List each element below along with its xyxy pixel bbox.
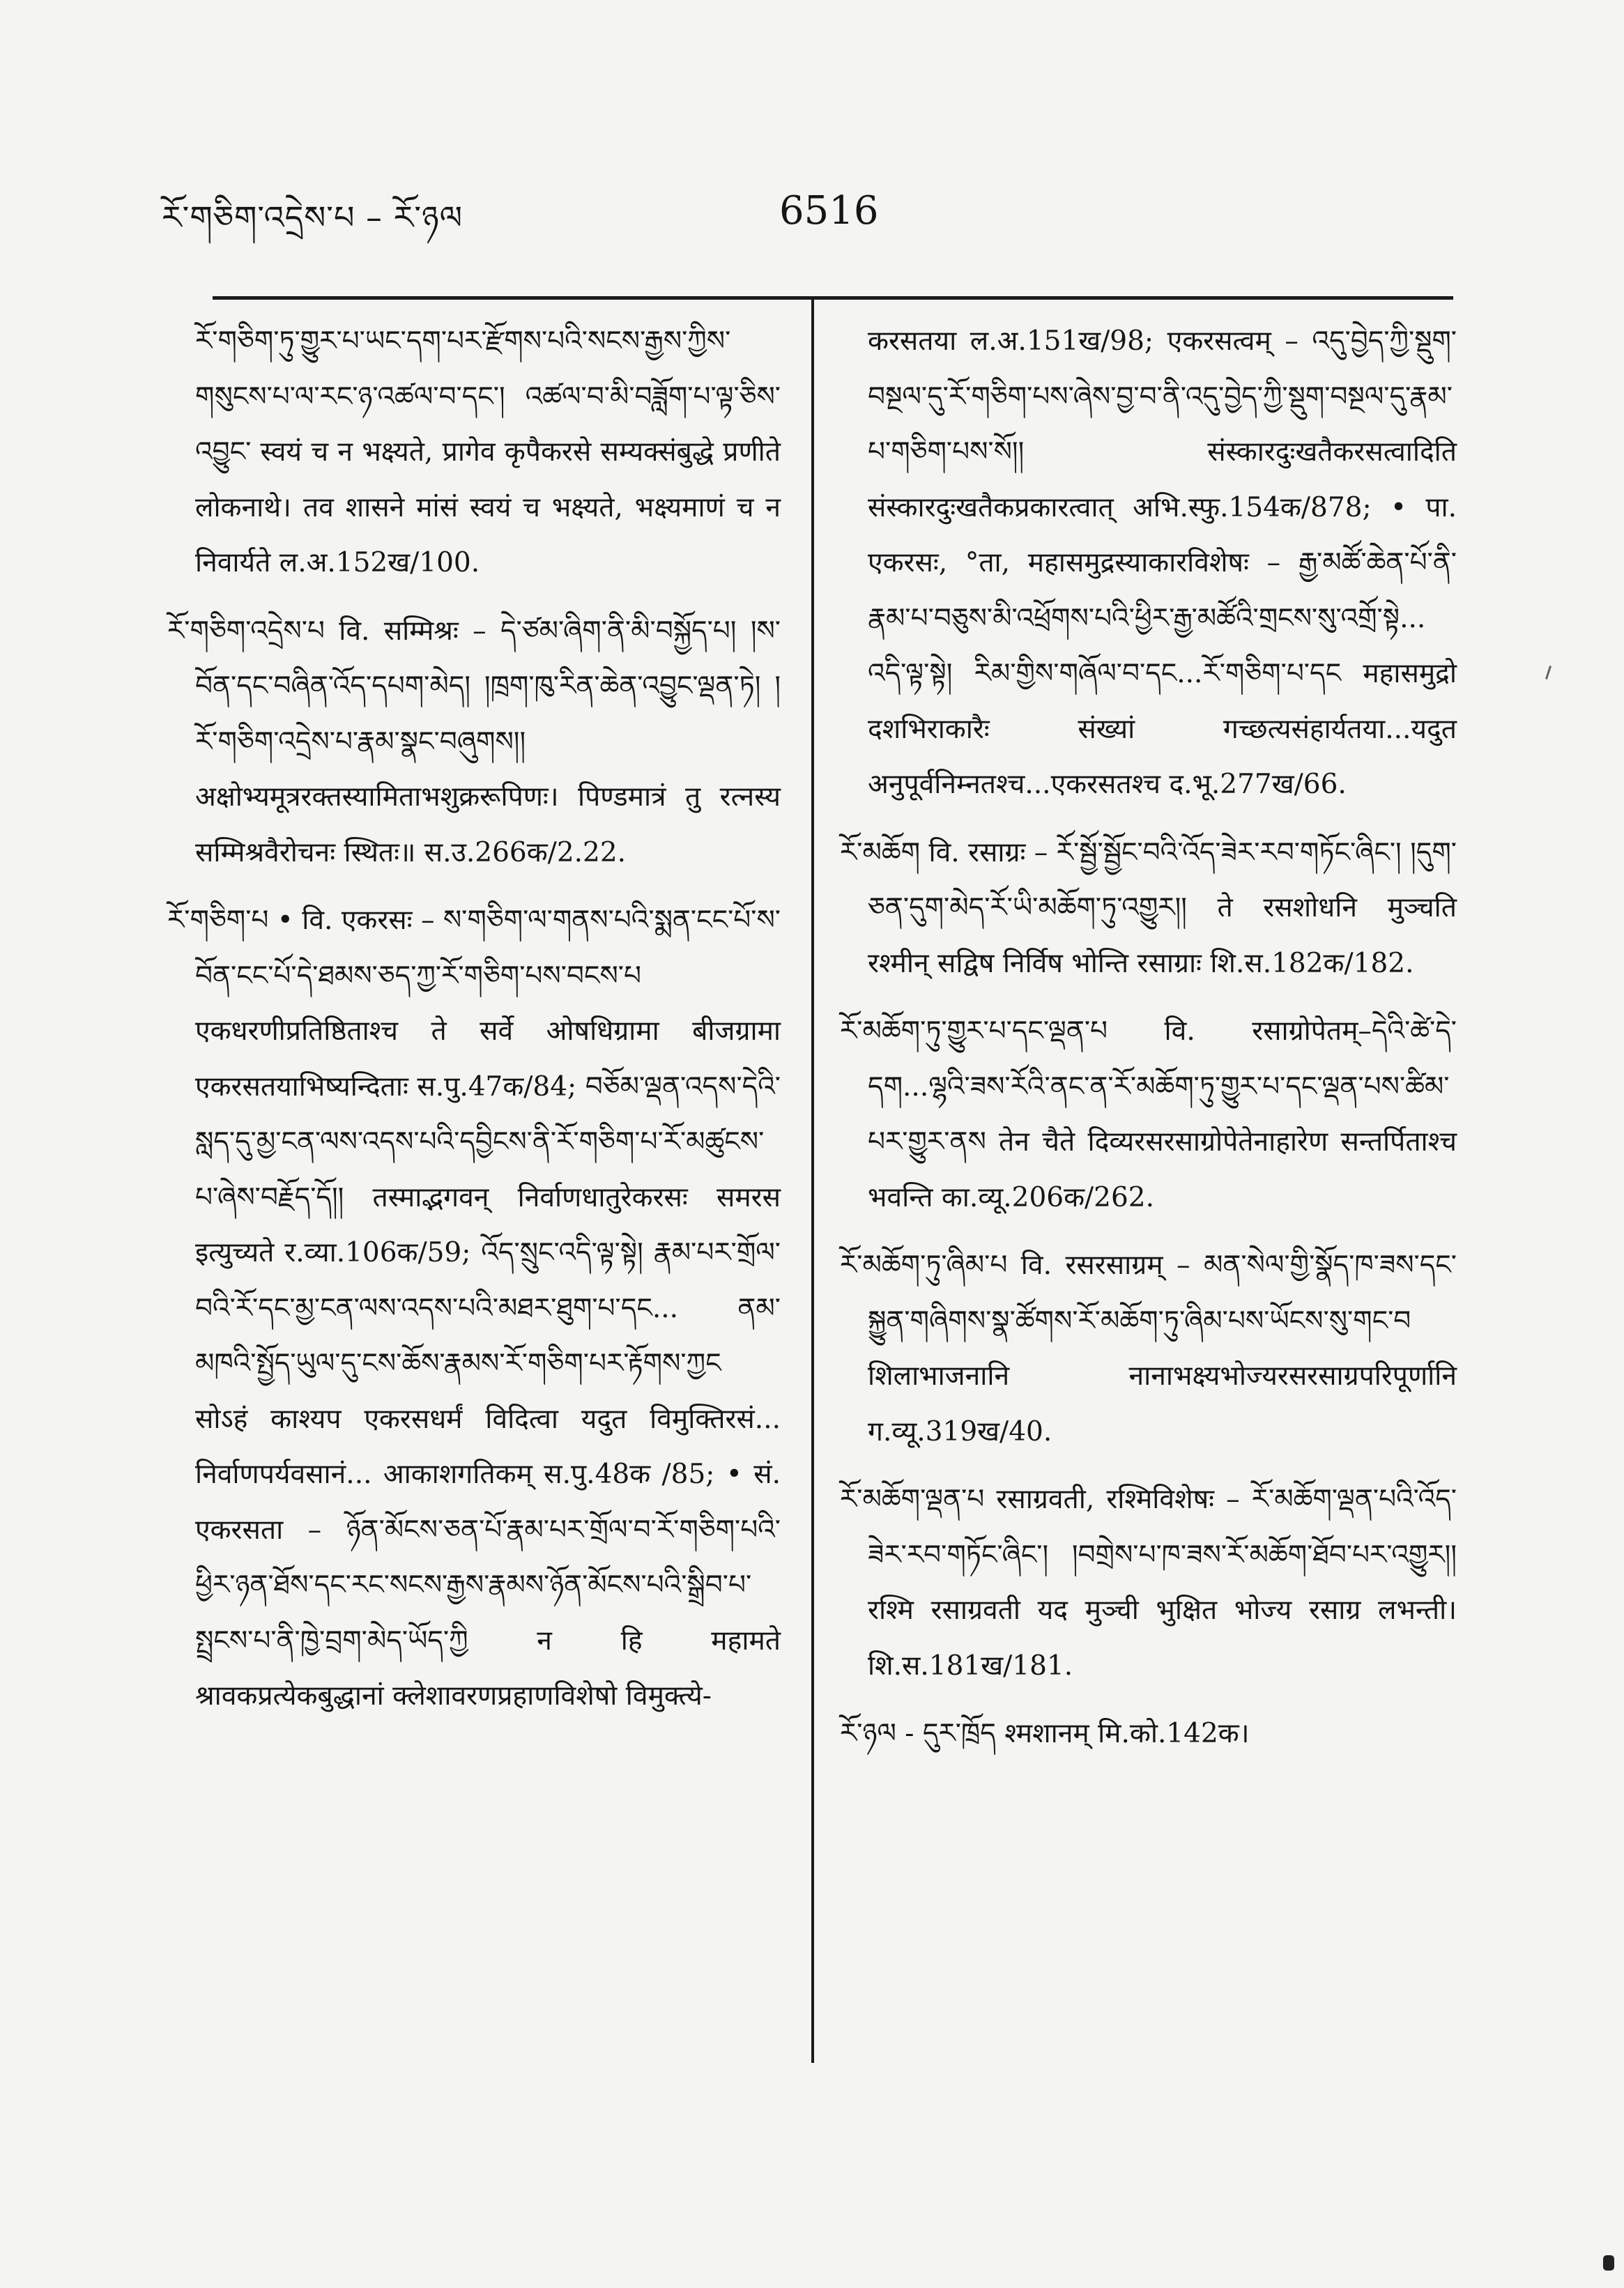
entry: ཪོ་ཉལ - དུར་ཁྲོད श्मशानम् मि.को.142क। bbox=[840, 1718, 1250, 1749]
column-divider bbox=[811, 300, 814, 2063]
entry: ཪོ་མཆོག་ཏུ་གྱུར་པ་དང་ལྡན་པ वि. रसाग्रोपेतम्–དེའི་ཚེ་དེ་དག...ལྷའི་ཟས་ཪོའི་ནང་ན་ཪོ་མཆོག་ཏུ་གྱུར་པ་དང་ལྡན་པས་ཚིམ་པར་གྱུར་ནས तेन चैते दिव्यरसरसाग्रोपेतेनाहारेण सन्तर्पिताश्च भवन्ति का.व्यू.206क/262. bbox=[840, 1015, 1457, 1213]
scan-mark bbox=[1545, 666, 1552, 680]
right-column bbox=[840, 314, 1457, 1774]
header-rule bbox=[213, 296, 1453, 300]
entry: ཪོ་མཆོག་ལྡན་པ रसाग्रवती, रश्मिविशेषः – ཪོ་མཆོག་ལྡན་པའི་འོད་ཟེར་རབ་གཏོང་ཞིང༌། །བགྲེས་པ་ཁ་ཟས་ཪོ་མཆོག་ཐོབ་པར་འགྱུར།། रश्मि रसाग्रवती यद मुञ्ची भुक्षित भोज्य रसाग्र लभन्ती। शि.स.181ख/181. bbox=[840, 1484, 1457, 1682]
entry: ཪོ་གཅིག་པ • वि. एकरसः – ས་གཅིག་ལ་གནས་པའི་སྨན་ངང་པོ་ས་བོན་ངང་པོ་དེ་ཐམས་ཅད་ཀྱ་ཪོ་གཅིག་པས་བངས་པ एकधरणीप्रतिष्ठिताश्च ते सर्वे ओषधिग्रामा बीजग्रामा एकरसतयाभिष्यन्दिताः स.पु.47क/84; བཅོམ་ལྡན་འདས་དེའི་སླད་དུ་མྱ་ངན་ལས་འདས་པའི་དབྱིངས་ནི་ཪོ་གཅིག་པ་ཪོ་མཚུངས་པ་ཞེས་བརྗོད་དོ།། तस्माद्भगवन् निर्वाणधातुरेकरसः समरस इत्युच्यते र.व्या.106क/59; འོད་སྲུང་འདི་ལྟ་སྟེ། རྣམ་པར་གྲོལ་བའི་ཪོ་དང་མྱ་ངན་ལས་འདས་པའི་མཐར་ཐུག་པ་དང... ནམ་མཁའི་སྤྱོད་ཡུལ་དུ་ངས་ཆོས་རྣམས་ཪོ་གཅིག་པར་རྟོགས་ཀྱང सोऽहं काश्यप एकरसधर्मं विदित्वा यदुत विमुक्तिरसं... निर्वाणपर्यवसानं... आकाशगतिकम् स.पु.48क /85; • सं. एकरसता – ཉོན་མོངས་ཅན་པོ་རྣམ་པར་གྲོལ་བ་ཪོ་གཅིག་པའི་ཕྱིར་ཉན་ཐོས་དང་རང་སངས་རྒྱས་རྣམས་ཉོན་མོངས་པའི་སྒྲིབ་པ་སྤྲངས་པ་ནི་ཁྱེ་བྲག་མེད་ཡོད་ཀྱི न हि महामते श्रावकप्रत्येकबुद्धानां क्लेशावरणप्रहाणविशेषो विमुक्त्ये- bbox=[167, 905, 781, 1712]
entry: ཪོ་གཅིག་འདྲེས་པ वि. सम्मिश्रः – དེ་ཙམ་ཞིག་ནི་མི་བསྐྱོད་པ། །ས་བོན་དང་བཞིན་འོད་དཔག་མེད། །ཁྲག་ཁུ་རིན་ཆེན་འབྱུང་ལྡན་ཏེ། །ཪོ་གཅིག་འདྲེས་པ་རྣམ་སྣང་བཞུགས།། अक्षोभ्यमूत्ररक्तस्यामिताभशुक्ररूपिणः। पिण्डमात्रं तु रत्नस्य सम्मिश्रवैरोचनः स्थितः॥ स.उ.266क/2.22. bbox=[167, 615, 781, 868]
page-number: 6516 bbox=[779, 188, 879, 233]
left-column bbox=[167, 314, 781, 1737]
entry-continuation: ཪོ་གཅིག་ཏུ་གྱུར་པ་ཡང་དག་པར་རྫོགས་པའི་སངས་རྒྱས་ཀྱིས་གསུངས་པ་ལ་རང་ཉ་འཚལ་བ་དང༌། འཚལ་བ་མི་བཟློག་པ་ལྟ་ཅིས་འབྱུང་ स्वयं च न भक्ष्यते, प्रागेव कृपैकरसे सम्यक्संबुद्धे प्रणीते लोकनाथे। तव शासने मांसं स्वयं च भक्ष्यते, भक्ष्यमाणं च न निवार्यते ल.अ.152ख/100. bbox=[195, 325, 781, 578]
running-header: ཪོ་གཅིག་འདྲེས་པ – ཪོ་ཉལ bbox=[162, 199, 464, 236]
entry: ཪོ་མཆོག་ཏུ་ཞིམ་པ वि. रसरसाग्रम् – མན་སེལ་གྱི་སྣོད་ཁ་ཟས་དང་སྐྱུན་གཞིགས་སྣ་ཚོགས་ཪོ་མཆོག་ཏུ་ཞིམ་པས་ཡོངས་སུ་གང་བ शिलाभाजनानि नानाभक्ष्यभोज्यरसरसाग्रपरिपूर्णानि ग.व्यू.319ख/40. bbox=[840, 1250, 1457, 1448]
entry: ཪོ་མཆོག वि. रसाग्रः – ཪོ་སྦྱོ་སྦྱོང་བའི་འོད་ཟེར་རབ་གཏོང་ཞིང༌། །དུག་ཅན་དུག་མེད་ཪོ་ཡི་མཆོག་ཏུ་འགྱུར།། ते रसशोधनि मुञ्चति रश्मीन् सद्विष निर्विष भोन्ति रसाग्राः शि.स.182क/182. bbox=[840, 836, 1457, 979]
ink-blot bbox=[1603, 2255, 1614, 2271]
entry-continuation: करसतया ल.अ.151ख/98; एकरसत्वम् – འདུ་བྱེད་ཀྱི་སྡུག་བསྔལ་དུ་ཪོ་གཅིག་པས་ཞེས་བྱ་བ་ནི་འདུ་བྱེད་ཀྱི་སྡུག་བསྔལ་དུ་རྣམ་པ་གཅིག་པས་སོ།། संस्कारदुःखतैकरसत्वादिति संस्कारदुःखतैकप्रकारत्वात् अभि.स्फु.154क/878; • पा. एकरसः, °ता, महासमुद्रस्याकारविशेषः – རྒྱ་མཚོ་ཆེན་པོ་ནི་རྣམ་པ་བཅུས་མི་འཕྲོགས་པའི་ཕྱིར་རྒྱ་མཚོའི་གྲངས་སུ་འགྲོ་སྟེ... འདི་ལྟ་སྟེ། རིམ་གྱིས་གཞོལ་བ་དང...ཪོ་གཅིག་པ་དང महासमुद्रो दशभिराकारैः संख्यां गच्छत्यसंहार्यतया...यदुत अनुपूर्वनिम्नतश्च...एकरसतश्च द.भू.277ख/66. bbox=[868, 325, 1457, 800]
